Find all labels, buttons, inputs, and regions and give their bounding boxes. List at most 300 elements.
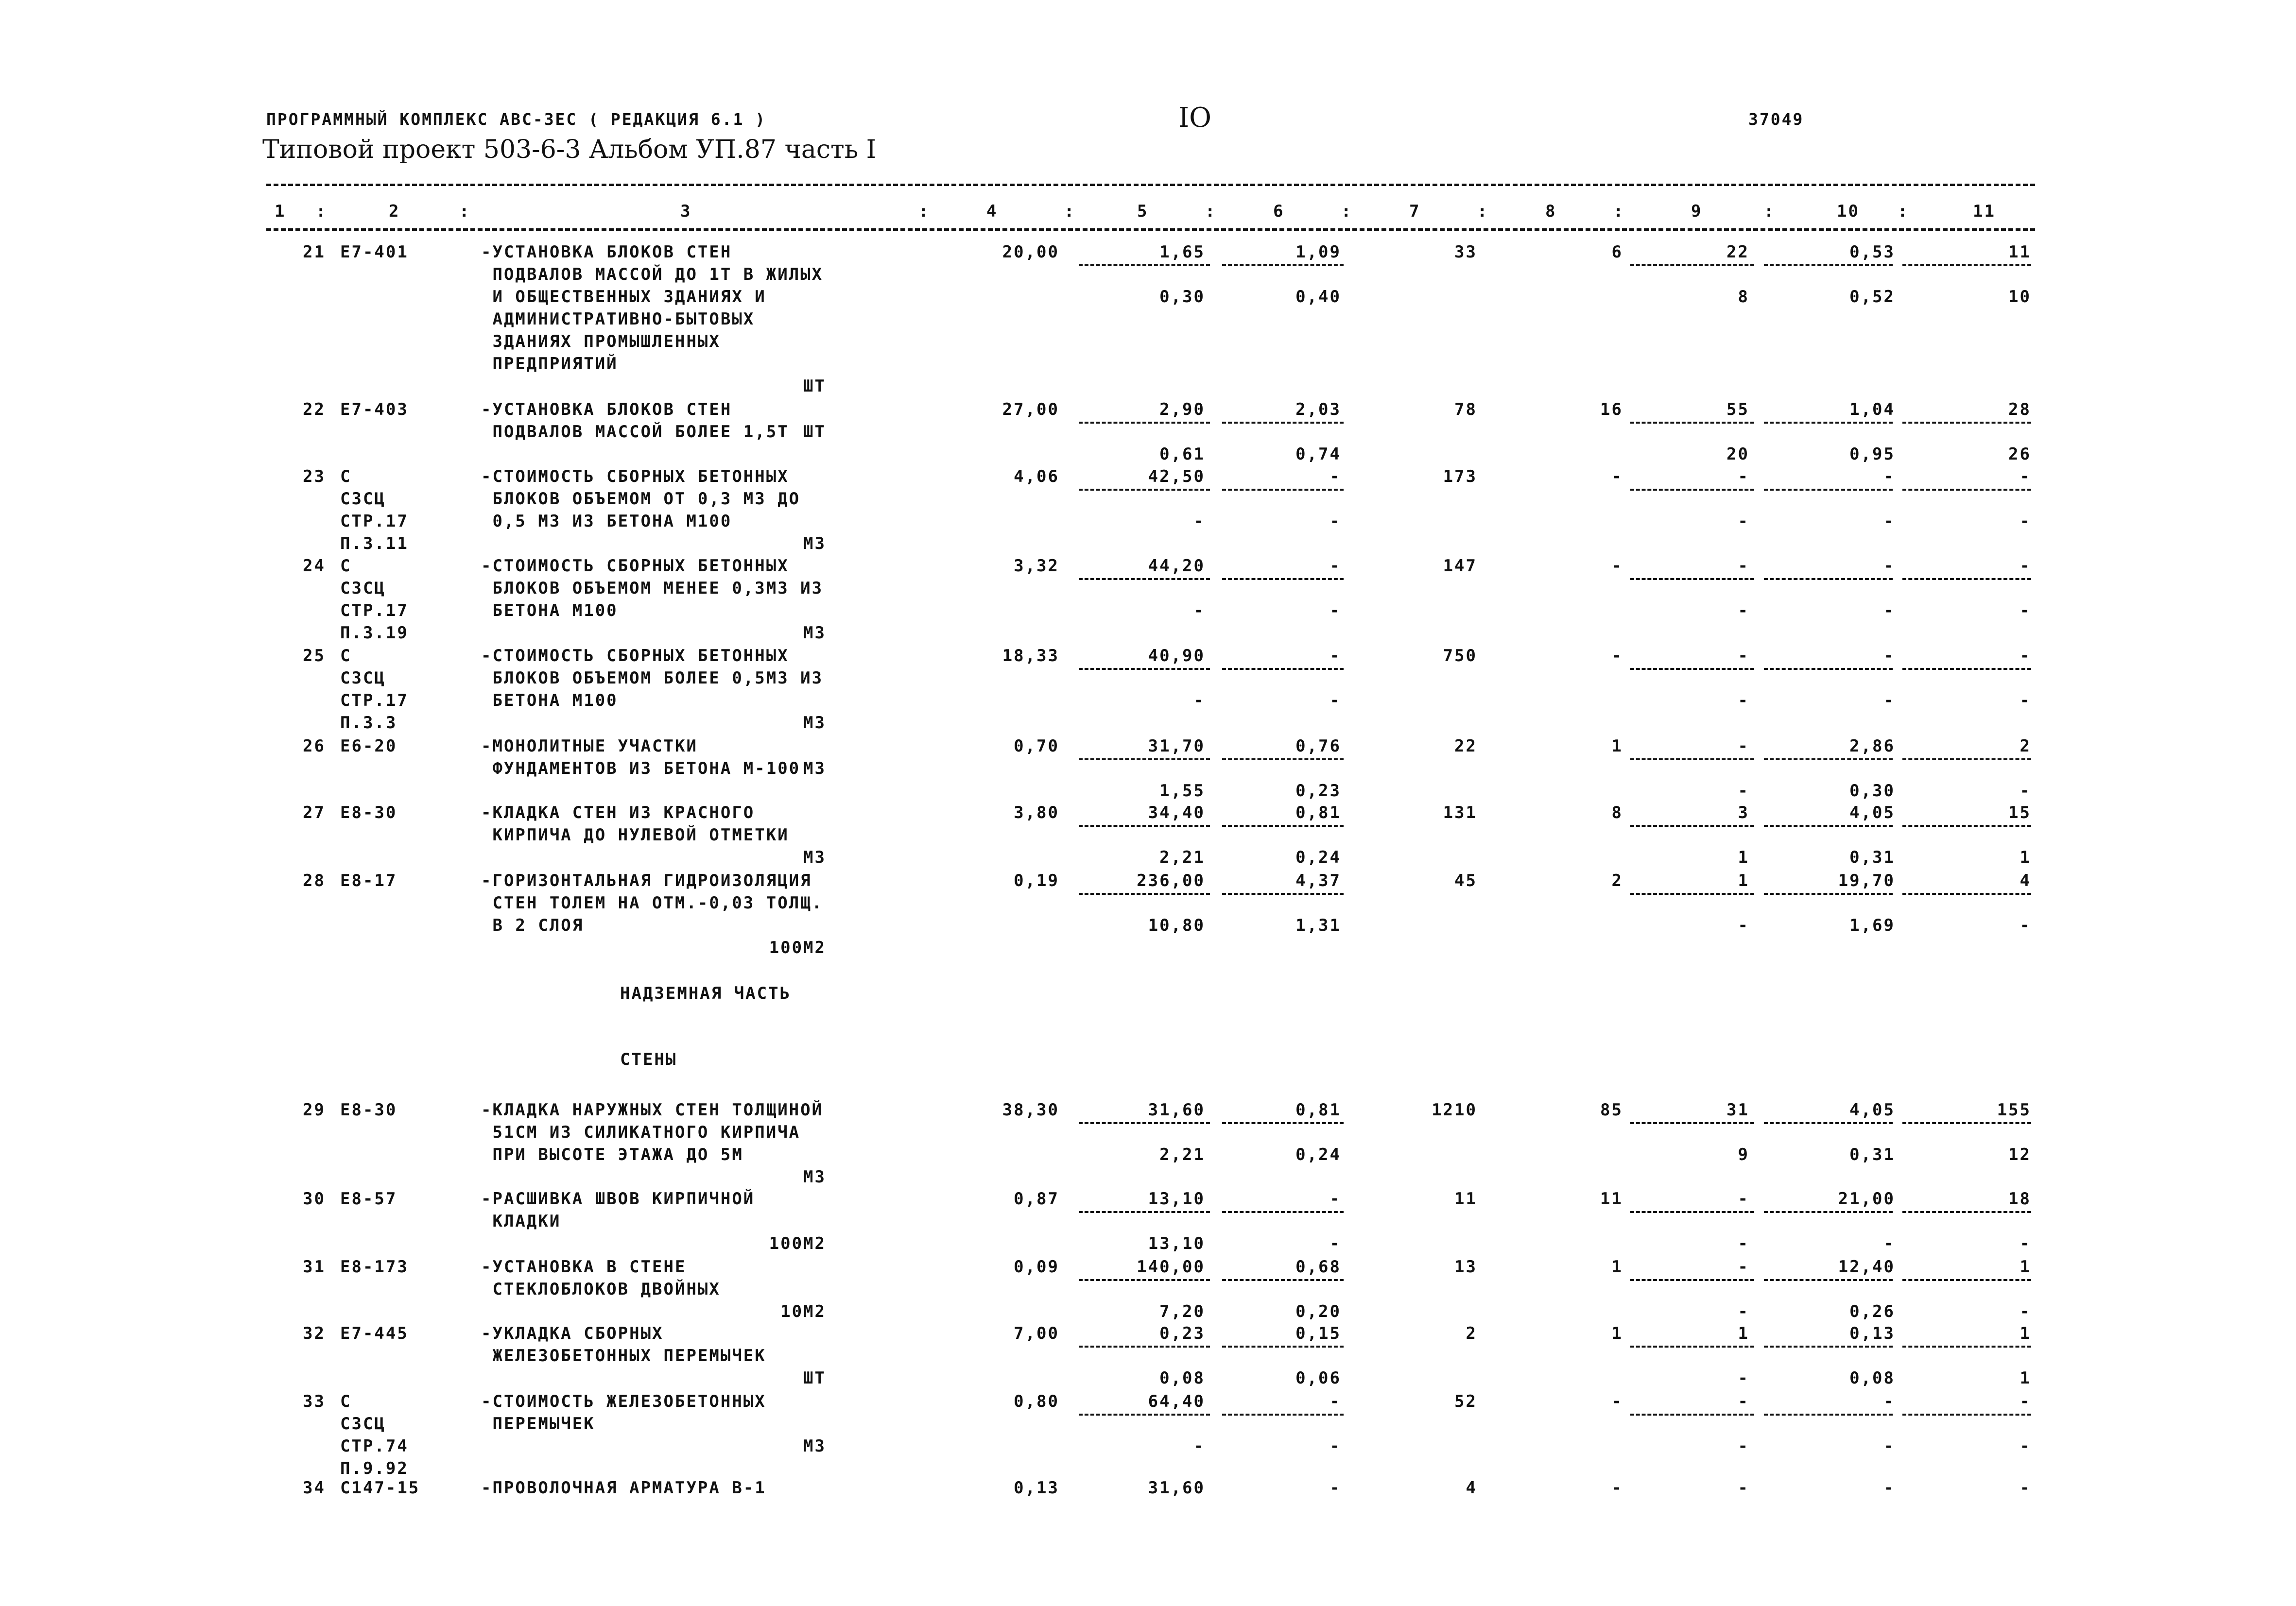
column-header-8: 5 bbox=[1137, 202, 1149, 221]
cell-c6: 0,15 bbox=[1295, 1324, 1341, 1343]
cell-c5: 1,65 bbox=[1159, 242, 1205, 262]
cell-c5-second: 10,80 bbox=[1148, 916, 1205, 935]
cell-divider bbox=[1630, 422, 1754, 424]
description-line: ПОДВАЛОВ МАССОЙ БОЛЕЕ 1,5Т bbox=[481, 422, 789, 442]
cell-c8: - bbox=[1611, 1392, 1623, 1411]
row-number: 31 bbox=[303, 1257, 326, 1277]
cell-c8: - bbox=[1611, 556, 1623, 576]
cell-c6-second: 0,20 bbox=[1295, 1302, 1341, 1321]
cell-divider bbox=[1630, 893, 1754, 895]
column-header-14: 8 bbox=[1545, 202, 1557, 221]
cell-divider bbox=[1222, 1122, 1344, 1124]
cell-divider bbox=[1079, 1346, 1210, 1348]
unit-label: М3 bbox=[803, 713, 826, 733]
cell-c5-second: 0,61 bbox=[1159, 444, 1205, 464]
cell-c6: - bbox=[1329, 1392, 1341, 1411]
cell-c11: 11 bbox=[2008, 242, 2031, 262]
description-line: БЛОКОВ ОБЪЕМОМ ОТ 0,3 М3 ДО bbox=[481, 489, 801, 509]
column-header-19: : bbox=[1898, 202, 1909, 221]
section-title-walls: СТЕНЫ bbox=[620, 1050, 677, 1069]
cell-c7: 173 bbox=[1443, 467, 1477, 486]
cell-divider bbox=[1222, 422, 1344, 424]
cell-c7: 131 bbox=[1443, 803, 1477, 822]
cell-divider bbox=[1764, 1414, 1893, 1416]
cell-c7: 750 bbox=[1443, 646, 1477, 666]
cell-c9-second: - bbox=[1738, 691, 1749, 710]
cell-divider bbox=[1764, 758, 1893, 760]
unit-label: М3 bbox=[803, 1167, 826, 1187]
description-line: БЛОКОВ ОБЪЕМОМ МЕНЕЕ 0,3М3 ИЗ bbox=[481, 579, 824, 598]
cell-divider bbox=[1764, 264, 1893, 266]
description-line: ПЕРЕМЫЧЕК bbox=[481, 1414, 595, 1434]
cell-c7: 4 bbox=[1466, 1478, 1477, 1498]
cell-c9-second: - bbox=[1738, 1436, 1749, 1456]
cell-divider bbox=[1079, 1122, 1210, 1124]
unit-label: ШТ bbox=[803, 1368, 826, 1388]
cell-c10: 4,05 bbox=[1849, 803, 1895, 822]
cell-c6: 2,03 bbox=[1295, 400, 1341, 419]
cell-c7: 2 bbox=[1466, 1324, 1477, 1343]
cell-c5-second: 1,55 bbox=[1159, 781, 1205, 801]
cell-c4: 4,06 bbox=[1014, 467, 1059, 486]
description-line: -СТОИМОСТЬ СБОРНЫХ БЕТОННЫХ bbox=[481, 646, 789, 666]
column-header-16: 9 bbox=[1691, 202, 1703, 221]
cell-c8: - bbox=[1611, 1478, 1623, 1498]
cell-divider bbox=[1222, 825, 1344, 827]
code-line: С bbox=[340, 1392, 352, 1411]
cell-c11-second: 10 bbox=[2008, 287, 2031, 307]
code-line: С bbox=[340, 467, 352, 486]
row-number: 22 bbox=[303, 400, 326, 419]
cell-divider bbox=[1630, 1346, 1754, 1348]
code-line: СЗСЦ bbox=[340, 668, 386, 688]
cell-c8: 2 bbox=[1611, 871, 1623, 890]
cell-c5-second: - bbox=[1193, 1436, 1205, 1456]
cell-divider bbox=[1764, 1346, 1893, 1348]
cell-divider bbox=[1630, 758, 1754, 760]
column-header-2: 2 bbox=[389, 202, 400, 221]
cell-c8: 1 bbox=[1611, 1257, 1623, 1277]
cell-divider bbox=[1630, 825, 1754, 827]
row-number: 25 bbox=[303, 646, 326, 666]
row-number: 30 bbox=[303, 1189, 326, 1209]
cell-divider bbox=[1079, 1414, 1210, 1416]
cell-divider bbox=[1902, 489, 2031, 491]
description-line: КЛАДКИ bbox=[481, 1212, 561, 1231]
cell-c11-second: - bbox=[2020, 512, 2031, 531]
description-line: БЕТОНА М100 bbox=[481, 601, 618, 620]
cell-c11: 1 bbox=[2020, 1324, 2031, 1343]
cell-c11: - bbox=[2020, 467, 2031, 486]
description-line: -РАСШИВКА ШВОВ КИРПИЧНОЙ bbox=[481, 1189, 755, 1209]
cell-c4: 7,00 bbox=[1014, 1324, 1059, 1343]
cell-divider bbox=[1902, 1414, 2031, 1416]
cell-c6: - bbox=[1329, 1478, 1341, 1498]
cell-c10-second: 0,31 bbox=[1849, 1145, 1895, 1164]
cell-c11: 1 bbox=[2020, 1257, 2031, 1277]
column-header-18: 10 bbox=[1837, 202, 1860, 221]
cell-c10: 0,53 bbox=[1849, 242, 1895, 262]
cell-c11: - bbox=[2020, 1478, 2031, 1498]
code-line: П.3.19 bbox=[340, 623, 409, 643]
cell-divider bbox=[1079, 489, 1210, 491]
description-line: ЖЕЛЕЗОБЕТОННЫХ ПЕРЕМЫЧЕК bbox=[481, 1346, 766, 1366]
cell-c5: 2,90 bbox=[1159, 400, 1205, 419]
cell-c10: 1,04 bbox=[1849, 400, 1895, 419]
cell-divider bbox=[1079, 1279, 1210, 1281]
cell-divider bbox=[1630, 1414, 1754, 1416]
code-line: Е8-173 bbox=[340, 1257, 409, 1277]
section-title-above-ground: НАДЗЕМНАЯ ЧАСТЬ bbox=[620, 984, 792, 1003]
cell-c5-second: 0,30 bbox=[1159, 287, 1205, 307]
cell-c6: 0,76 bbox=[1295, 736, 1341, 756]
cell-divider bbox=[1222, 1211, 1344, 1213]
cell-c4: 3,80 bbox=[1014, 803, 1059, 822]
cell-c5: 140,00 bbox=[1137, 1257, 1205, 1277]
description-line: -ПРОВОЛОЧНАЯ АРМАТУРА В-1 bbox=[481, 1478, 766, 1498]
cell-c10-second: 1,69 bbox=[1849, 916, 1895, 935]
description-line: СТЕН ТОЛЕМ НА ОТМ.-0,03 ТОЛЩ. bbox=[481, 893, 824, 913]
column-header-20: 11 bbox=[1973, 202, 1996, 221]
cell-c8: - bbox=[1611, 646, 1623, 666]
cell-divider bbox=[1079, 668, 1210, 670]
cell-divider bbox=[1222, 264, 1344, 266]
cell-c11-second: - bbox=[2020, 1302, 2031, 1321]
cell-c10-second: 0,30 bbox=[1849, 781, 1895, 801]
code-line: С bbox=[340, 646, 352, 666]
cell-c9-second: - bbox=[1738, 601, 1749, 620]
cell-divider bbox=[1222, 668, 1344, 670]
cell-c6-second: 1,31 bbox=[1295, 916, 1341, 935]
description-line: 51СМ ИЗ СИЛИКАТНОГО КИРПИЧА bbox=[481, 1123, 801, 1142]
unit-label: М3 bbox=[803, 848, 826, 867]
cell-divider bbox=[1902, 758, 2031, 760]
cell-divider bbox=[1764, 578, 1893, 580]
cell-c10: 12,40 bbox=[1838, 1257, 1895, 1277]
cell-c11: 4 bbox=[2020, 871, 2031, 890]
description-line: БЕТОНА М100 bbox=[481, 691, 618, 710]
cell-c6-second: 0,24 bbox=[1295, 848, 1341, 867]
cell-c6-second: 0,23 bbox=[1295, 781, 1341, 801]
cell-divider bbox=[1902, 668, 2031, 670]
cell-c10: - bbox=[1883, 467, 1895, 486]
cell-c9: 22 bbox=[1726, 242, 1749, 262]
column-header-5: : bbox=[918, 202, 930, 221]
cell-divider bbox=[1222, 1346, 1344, 1348]
cell-c5: 31,70 bbox=[1148, 736, 1205, 756]
cell-c8: 85 bbox=[1600, 1100, 1623, 1120]
cell-c5: 13,10 bbox=[1148, 1189, 1205, 1209]
description-line: ФУНДАМЕНТОВ ИЗ БЕТОНА М-100 bbox=[481, 759, 801, 778]
description-line: -КЛАДКА НАРУЖНЫХ СТЕН ТОЛЩИНОЙ bbox=[481, 1100, 824, 1120]
cell-c9: - bbox=[1738, 1189, 1749, 1209]
cell-divider bbox=[1764, 1279, 1893, 1281]
cell-c9: 1 bbox=[1738, 871, 1749, 890]
cell-c6-second: 0,06 bbox=[1295, 1368, 1341, 1388]
cell-divider bbox=[1902, 825, 2031, 827]
row-number: 32 bbox=[303, 1324, 326, 1343]
cell-c11: - bbox=[2020, 1392, 2031, 1411]
cell-divider bbox=[1079, 825, 1210, 827]
cell-c10: 21,00 bbox=[1838, 1189, 1895, 1209]
cell-c9-second: - bbox=[1738, 781, 1749, 801]
cell-c10-second: - bbox=[1883, 1234, 1895, 1253]
cell-divider bbox=[1902, 264, 2031, 266]
page-number: IO bbox=[1178, 102, 1212, 134]
cell-divider bbox=[1079, 422, 1210, 424]
cell-c6-second: - bbox=[1329, 691, 1341, 710]
description-line: ПОДВАЛОВ МАССОЙ ДО 1Т В ЖИЛЫХ bbox=[481, 265, 824, 284]
cell-c7: 22 bbox=[1454, 736, 1477, 756]
cell-c4: 3,32 bbox=[1014, 556, 1059, 576]
unit-label: 10М2 bbox=[780, 1302, 826, 1321]
cell-c6: 0,81 bbox=[1295, 803, 1341, 822]
cell-divider bbox=[1630, 1279, 1754, 1281]
cell-c6: 0,81 bbox=[1295, 1100, 1341, 1120]
code-line: Е6-20 bbox=[340, 736, 397, 756]
cell-c6-second: - bbox=[1329, 601, 1341, 620]
cell-c7: 33 bbox=[1454, 242, 1477, 262]
row-number: 28 bbox=[303, 871, 326, 890]
cell-c6-second: - bbox=[1329, 1234, 1341, 1253]
cell-c9-second: - bbox=[1738, 916, 1749, 935]
cell-c7: 45 bbox=[1454, 871, 1477, 890]
cell-divider bbox=[1902, 578, 2031, 580]
cell-c11-second: 12 bbox=[2008, 1145, 2031, 1164]
cell-c10: 2,86 bbox=[1849, 736, 1895, 756]
column-header-6: 4 bbox=[986, 202, 998, 221]
code-line: Е8-30 bbox=[340, 1100, 397, 1120]
description-line: -СТОИМОСТЬ СБОРНЫХ БЕТОННЫХ bbox=[481, 556, 789, 576]
description-line: КИРПИЧА ДО НУЛЕВОЙ ОТМЕТКИ bbox=[481, 825, 789, 845]
unit-label: 100М2 bbox=[769, 1234, 826, 1253]
cell-c11-second: - bbox=[2020, 601, 2031, 620]
cell-c8: 16 bbox=[1600, 400, 1623, 419]
row-number: 33 bbox=[303, 1392, 326, 1411]
cell-c4: 20,00 bbox=[1002, 242, 1059, 262]
description-line: В 2 СЛОЯ bbox=[481, 916, 584, 935]
cell-divider bbox=[1902, 1279, 2031, 1281]
cell-c6: 1,09 bbox=[1295, 242, 1341, 262]
cell-c10-second: - bbox=[1883, 691, 1895, 710]
column-header-10: 6 bbox=[1273, 202, 1285, 221]
column-header-1: : bbox=[316, 202, 328, 221]
code-line: СЗСЦ bbox=[340, 579, 386, 598]
column-header-9: : bbox=[1205, 202, 1217, 221]
code-line: П.3.11 bbox=[340, 534, 409, 553]
cell-divider bbox=[1902, 1211, 2031, 1213]
cell-c7: 147 bbox=[1443, 556, 1477, 576]
cell-divider bbox=[1079, 1211, 1210, 1213]
cell-c4: 0,09 bbox=[1014, 1257, 1059, 1277]
cell-c9: - bbox=[1738, 1478, 1749, 1498]
unit-label: ШТ bbox=[803, 376, 826, 396]
unit-label: М3 bbox=[803, 1436, 826, 1456]
cell-c9: - bbox=[1738, 736, 1749, 756]
cell-c10: 4,05 bbox=[1849, 1100, 1895, 1120]
cell-divider bbox=[1764, 1211, 1893, 1213]
code-line: СТР.74 bbox=[340, 1436, 409, 1456]
description-line: -КЛАДКА СТЕН ИЗ КРАСНОГО bbox=[481, 803, 755, 822]
code-line: П.9.92 bbox=[340, 1459, 409, 1478]
row-number: 27 bbox=[303, 803, 326, 822]
cell-c5: 40,90 bbox=[1148, 646, 1205, 666]
cell-c4: 0,13 bbox=[1014, 1478, 1059, 1498]
unit-label: 100М2 bbox=[769, 938, 826, 957]
cell-c4: 27,00 bbox=[1002, 400, 1059, 419]
cell-c5-second: 7,20 bbox=[1159, 1302, 1205, 1321]
description-line: ЗДАНИЯХ ПРОМЫШЛЕННЫХ bbox=[481, 332, 721, 351]
cell-c11: 155 bbox=[1997, 1100, 2031, 1120]
cell-c8: 1 bbox=[1611, 1324, 1623, 1343]
cell-c10-second: 0,08 bbox=[1849, 1368, 1895, 1388]
cell-c9-second: - bbox=[1738, 1234, 1749, 1253]
cell-c9: - bbox=[1738, 1257, 1749, 1277]
cell-c5: 0,23 bbox=[1159, 1324, 1205, 1343]
cell-c11-second: 26 bbox=[2008, 444, 2031, 464]
code-line: С147-15 bbox=[340, 1478, 420, 1498]
cell-divider bbox=[1222, 893, 1344, 895]
description-line: ПРЕДПРИЯТИЙ bbox=[481, 354, 618, 374]
cell-c5-second: - bbox=[1193, 601, 1205, 620]
cell-c9-second: - bbox=[1738, 512, 1749, 531]
cell-divider bbox=[1222, 758, 1344, 760]
cell-c10-second: - bbox=[1883, 1436, 1895, 1456]
cell-c11: - bbox=[2020, 646, 2031, 666]
column-header-0: 1 bbox=[275, 202, 286, 221]
table-top-rule bbox=[266, 184, 2035, 186]
cell-c10-second: - bbox=[1883, 601, 1895, 620]
description-line: -СТОИМОСТЬ ЖЕЛЕЗОБЕТОННЫХ bbox=[481, 1392, 766, 1411]
cell-c10: 0,13 bbox=[1849, 1324, 1895, 1343]
cell-divider bbox=[1630, 578, 1754, 580]
cell-c10-second: - bbox=[1883, 512, 1895, 531]
cell-c5: 31,60 bbox=[1148, 1100, 1205, 1120]
cell-divider bbox=[1764, 489, 1893, 491]
cell-c9-second: 20 bbox=[1726, 444, 1749, 464]
cell-c7: 52 bbox=[1454, 1392, 1477, 1411]
program-header: ПРОГРАММНЫЙ КОМПЛЕКС АВС-ЗЕС ( РЕДАКЦИЯ 6.1 ) bbox=[266, 110, 767, 129]
cell-divider bbox=[1630, 1122, 1754, 1124]
cell-c6-second: 0,24 bbox=[1295, 1145, 1341, 1164]
cell-c9-second: - bbox=[1738, 1302, 1749, 1321]
unit-label: М3 bbox=[803, 623, 826, 643]
cell-c5-second: 13,10 bbox=[1148, 1234, 1205, 1253]
cell-c11: 2 bbox=[2020, 736, 2031, 756]
code-line: П.3.3 bbox=[340, 713, 397, 733]
description-line: СТЕКЛОБЛОКОВ ДВОЙНЫХ bbox=[481, 1280, 721, 1299]
cell-c11: - bbox=[2020, 556, 2031, 576]
cell-divider bbox=[1764, 668, 1893, 670]
cell-c5: 64,40 bbox=[1148, 1392, 1205, 1411]
cell-c9: 3 bbox=[1738, 803, 1749, 822]
cell-divider bbox=[1764, 893, 1893, 895]
code-line: Е7-403 bbox=[340, 400, 409, 419]
cell-divider bbox=[1764, 825, 1893, 827]
cell-c11-second: - bbox=[2020, 781, 2031, 801]
cell-c11-second: - bbox=[2020, 691, 2031, 710]
code-line: Е7-445 bbox=[340, 1324, 409, 1343]
cell-c10: - bbox=[1883, 1392, 1895, 1411]
unit-label: М3 bbox=[803, 534, 826, 553]
cell-c6: - bbox=[1329, 1189, 1341, 1209]
code-line: Е8-57 bbox=[340, 1189, 397, 1209]
cell-c10-second: 0,26 bbox=[1849, 1302, 1895, 1321]
description-line: ПРИ ВЫСОТЕ ЭТАЖА ДО 5М bbox=[481, 1145, 743, 1164]
cell-c5-second: 2,21 bbox=[1159, 848, 1205, 867]
cell-c10: - bbox=[1883, 556, 1895, 576]
code-line: Е8-30 bbox=[340, 803, 397, 822]
description-line: -ГОРИЗОНТАЛЬНАЯ ГИДРОИЗОЛЯЦИЯ bbox=[481, 871, 812, 890]
cell-c8: 6 bbox=[1611, 242, 1623, 262]
document-number: 37049 bbox=[1748, 110, 1804, 129]
code-line: СТР.17 bbox=[340, 601, 409, 620]
cell-c11-second: - bbox=[2020, 1436, 2031, 1456]
row-number: 26 bbox=[303, 736, 326, 756]
cell-c6-second: - bbox=[1329, 1436, 1341, 1456]
row-number: 34 bbox=[303, 1478, 326, 1498]
cell-c4: 0,87 bbox=[1014, 1189, 1059, 1209]
column-header-7: : bbox=[1064, 202, 1076, 221]
cell-c9-second: 8 bbox=[1738, 287, 1749, 307]
column-header-15: : bbox=[1613, 202, 1625, 221]
cell-divider bbox=[1764, 1122, 1893, 1124]
cell-c7: 13 bbox=[1454, 1257, 1477, 1277]
cell-c10: - bbox=[1883, 1478, 1895, 1498]
cell-c11-second: 1 bbox=[2020, 1368, 2031, 1388]
column-header-3: : bbox=[459, 202, 471, 221]
cell-divider bbox=[1630, 264, 1754, 266]
cell-c9-second: 9 bbox=[1738, 1145, 1749, 1164]
cell-c7: 78 bbox=[1454, 400, 1477, 419]
cell-c6-second: - bbox=[1329, 512, 1341, 531]
code-line: С bbox=[340, 556, 352, 576]
code-line: СЗСЦ bbox=[340, 489, 386, 509]
cell-c8: 8 bbox=[1611, 803, 1623, 822]
cell-c9: - bbox=[1738, 467, 1749, 486]
description-line: -УСТАНОВКА БЛОКОВ СТЕН bbox=[481, 242, 732, 262]
cell-c6: - bbox=[1329, 646, 1341, 666]
cell-c11: 18 bbox=[2008, 1189, 2031, 1209]
unit-label: ШТ bbox=[803, 422, 826, 442]
code-line: Е7-401 bbox=[340, 242, 409, 262]
cell-c6-second: 0,74 bbox=[1295, 444, 1341, 464]
cell-divider bbox=[1902, 422, 2031, 424]
cell-c11-second: 1 bbox=[2020, 848, 2031, 867]
cell-c6: 0,68 bbox=[1295, 1257, 1341, 1277]
cell-c9: 1 bbox=[1738, 1324, 1749, 1343]
unit-label: М3 bbox=[803, 759, 826, 778]
cell-c4: 0,80 bbox=[1014, 1392, 1059, 1411]
cell-divider bbox=[1902, 893, 2031, 895]
column-header-11: : bbox=[1341, 202, 1353, 221]
cell-divider bbox=[1079, 893, 1210, 895]
row-number: 29 bbox=[303, 1100, 326, 1120]
cell-divider bbox=[1630, 668, 1754, 670]
cell-c9: - bbox=[1738, 556, 1749, 576]
cell-c5: 44,20 bbox=[1148, 556, 1205, 576]
cell-c5-second: - bbox=[1193, 512, 1205, 531]
description-line: -УСТАНОВКА В СТЕНЕ bbox=[481, 1257, 687, 1277]
description-line: БЛОКОВ ОБЪЕМОМ БОЛЕЕ 0,5М3 ИЗ bbox=[481, 668, 824, 688]
row-number: 21 bbox=[303, 242, 326, 262]
cell-c8: 1 bbox=[1611, 736, 1623, 756]
column-header-4: 3 bbox=[680, 202, 692, 221]
cell-c8: 11 bbox=[1600, 1189, 1623, 1209]
cell-c7: 1210 bbox=[1432, 1100, 1477, 1120]
cell-divider bbox=[1079, 758, 1210, 760]
cell-c5: 34,40 bbox=[1148, 803, 1205, 822]
